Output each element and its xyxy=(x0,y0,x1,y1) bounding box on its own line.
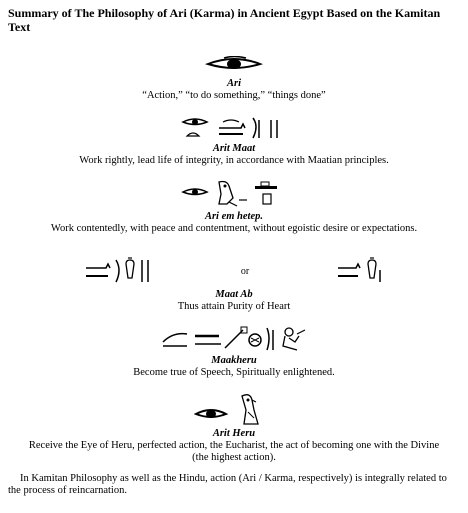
arm-hieroglyph-icon xyxy=(219,120,245,134)
entry-arit-maat xyxy=(0,143,468,167)
entry-term: Ari em hetep. xyxy=(204,211,264,222)
closing-paragraph: In Kamitan Philosophy as well as the Hindu, action (Ari / Karma, respectively) is integrally related to the process of reincarnation. xyxy=(8,473,447,496)
bread-hieroglyph-icon xyxy=(187,133,199,136)
maat-ab-glyphs-right xyxy=(336,256,384,286)
entry-definition: Become true of Speech, Spiritually enlightened. xyxy=(133,367,335,378)
eye-hieroglyph-icon xyxy=(183,119,207,125)
arm-hieroglyph-icon xyxy=(86,264,110,276)
glyph-group-ari-em-hetep xyxy=(0,178,468,208)
arm-hieroglyph-icon xyxy=(338,264,360,276)
entry-term: Maat Ab xyxy=(215,289,253,300)
entry-definition: Work contentedly, with peace and contentment, without egoistic desire or expectations. xyxy=(50,223,418,234)
sickle-hieroglyph-icon xyxy=(163,334,187,346)
falcon-hieroglyph-icon xyxy=(242,395,258,424)
eye-hieroglyph-icon xyxy=(204,56,264,72)
heart-jar-hieroglyph-icon xyxy=(368,258,376,278)
entry-definition: Work rightly, lead life of integrity, in accordance with Maatian principles. xyxy=(79,155,389,166)
entry-ari-em-hetep xyxy=(0,211,468,235)
entry-maakheru xyxy=(0,355,468,379)
title-line-2: Text xyxy=(8,20,31,34)
entry-maat-ab xyxy=(0,289,468,313)
title-line-1: Summary of The Philosophy of Ari (Karma) in Ancient Egypt Based on the Kamitan xyxy=(8,6,441,20)
glyph-group-ari xyxy=(0,56,468,72)
arit-maat-glyphs xyxy=(179,114,289,142)
feather-hieroglyph-icon xyxy=(253,118,259,138)
document-title xyxy=(8,6,460,34)
glyph-group-arit-heru xyxy=(0,392,468,428)
entry-term: Maakheru xyxy=(211,355,257,366)
entry-definition: “Action,” “to do something,” “things done” xyxy=(142,90,326,101)
offering-table-hieroglyph-icon xyxy=(255,182,277,204)
glyph-connector-or: or xyxy=(240,265,250,277)
glyph-group-maakheru xyxy=(0,324,468,354)
eye-hieroglyph-icon xyxy=(196,410,226,418)
glyph-group-arit-maat xyxy=(0,114,468,142)
seated-figure-hieroglyph-icon xyxy=(283,328,305,350)
arm-hieroglyph-icon xyxy=(195,336,221,344)
entry-term: Arit Heru xyxy=(212,428,256,439)
feather-hieroglyph-icon xyxy=(267,328,269,350)
oar-hieroglyph-icon xyxy=(225,327,247,348)
maat-ab-glyphs-left xyxy=(84,256,154,286)
entry-ari xyxy=(0,78,468,102)
entry-definition: Receive the Eye of Heru, perfected action, the Eucharist, the act of becoming one with the Divine xyxy=(28,440,440,451)
entry-term: Arit Maat xyxy=(212,143,256,154)
entry-definition: Thus attain Purity of Heart xyxy=(177,301,291,312)
arit-heru-glyphs xyxy=(194,392,274,428)
entry-term: Ari xyxy=(226,78,241,89)
ari-em-hetep-glyphs xyxy=(179,178,289,208)
eye-hieroglyph-icon xyxy=(183,189,207,195)
feather-hieroglyph-icon xyxy=(116,260,119,282)
maakheru-glyphs xyxy=(159,324,309,354)
entry-arit-heru xyxy=(0,428,468,464)
heart-jar-hieroglyph-icon xyxy=(126,258,134,278)
bird-hieroglyph-icon xyxy=(219,182,237,207)
glyph-group-maat-ab xyxy=(0,256,468,286)
entry-definition-line-2: (the highest action). xyxy=(192,452,276,463)
